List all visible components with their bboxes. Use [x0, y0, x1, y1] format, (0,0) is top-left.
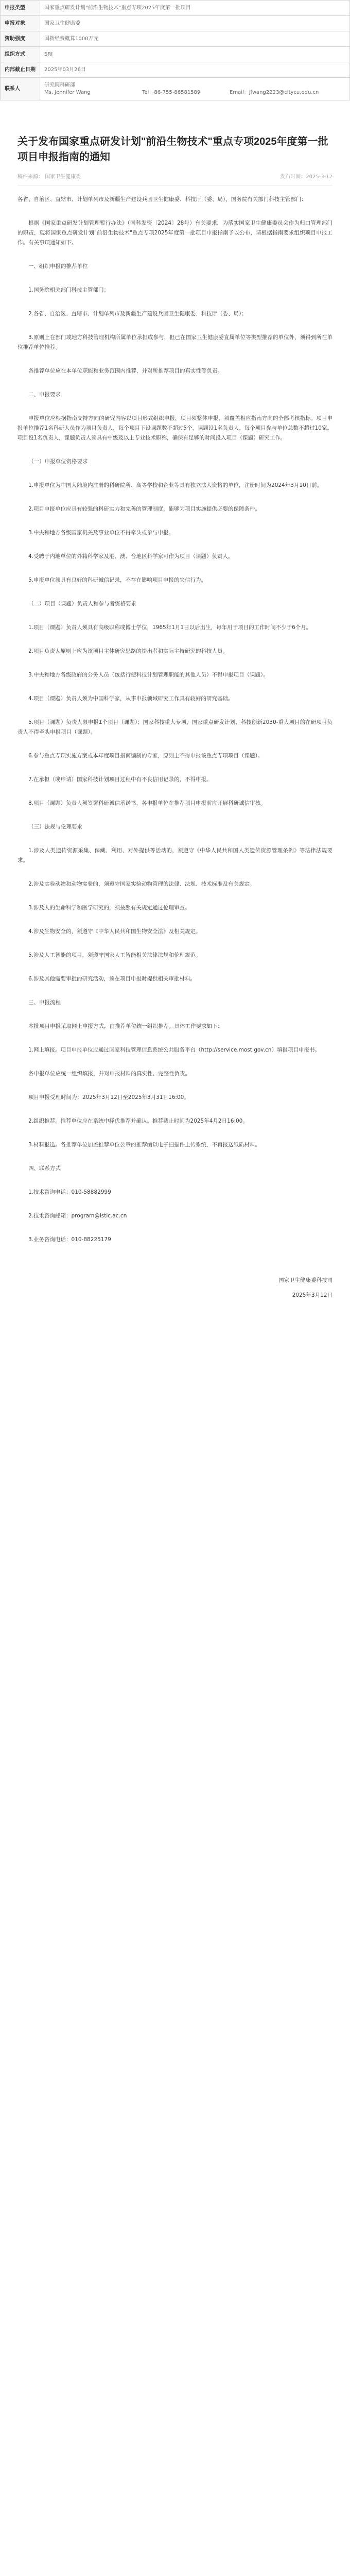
- article-paragraph: 申报单位应根据指南支持方向的研究内容以项目形式组织申报，项目须整体申报，须覆盖相应指南方向的全部考核指标。项目申报单位推荐1名科研人员作为项目负责人，每个项目下设课题数不超过5个，课题设1名负责人，每个项目参与单位总数不超过10家。项目设1名负责人，课题负责人须具有中级及以上专业技术职称，确保有足够的时间投入项目（课题）研究工作。: [18, 415, 332, 441]
- article-paragraph: 2.项目负责人原则上应为该项目主体研究思路的提出者和实际主持研究的科技人员。: [28, 648, 229, 654]
- section-heading: 三、申报流程: [28, 999, 61, 1006]
- info-row: [1, 47, 350, 62]
- article-paragraph: 1.申报单位为中国大陆境内注册的科研院所、高等学校和企业等具有独立法人资格的单位，注册时间为2024年3月10日前。: [28, 482, 323, 488]
- article-paragraph: 4.受聘于内地单位的外籍科学家及港、澳、台地区科学家可作为项目（课题）负责人。: [28, 553, 234, 560]
- info-label: 内部截止日期: [1, 62, 40, 78]
- publish-date: 发布时间：2025-3-12: [280, 174, 332, 180]
- article-paragraph: 3.中央和地方各级政府的公务人员（包括行使科技计划管理职能的其他人员）不得申报项目（课题）。: [28, 672, 269, 678]
- section-heading: 一、组织申报的推荐单位: [28, 263, 88, 269]
- article-paragraph: 3.涉及人的生命科学和医学研究的，须按照有关规定通过伦理审查。: [28, 905, 190, 911]
- contact-details: [44, 89, 345, 96]
- info-row: [1, 1, 350, 16]
- article-paragraph: 7.在承担（或申请）国家科技计划项目过程中有不良信用记录的，不得申报。: [28, 776, 212, 783]
- article-paragraph: 3.中央和地方各级国家机关及事业单位不得牵头或参与申报。: [28, 530, 174, 536]
- article-paragraph: 1.网上填报。项目申报单位应通过国家科技管理信息系统公共服务平台（http://service.most.gov.cn）填报项目申报书。: [28, 1047, 320, 1053]
- info-value: 国家卫生健康委: [40, 16, 350, 31]
- article-paragraph: 6.涉及其他需要审批的研究活动，须在项目申报时提供相关审批材料。: [28, 976, 196, 982]
- contact-row: [1, 78, 350, 100]
- info-value: 国拨经费概算1000万元: [40, 31, 350, 47]
- info-label: 组织方式: [1, 47, 40, 62]
- info-label: 申报对象: [1, 16, 40, 31]
- info-label: 资助强度: [1, 31, 40, 47]
- section-heading: 二、申报要求: [28, 392, 61, 398]
- article-body: [18, 195, 332, 1245]
- article-paragraph: 8.项目（课题）负责人须签署科研诚信承诺书，各申报单位在推荐项目申报前应开展科研诚信审核。: [28, 800, 266, 806]
- article-paragraph: 5.涉及人工智能的项目，须遵守国家人工智能相关法律法规和伦理规范。: [28, 952, 201, 958]
- article-paragraph: 5.项目（课题）负责人限申报1个项目（课题）；国家科技重大专项、国家重点研发计划、科技创新2030-重大项目的在研项目负责人不得牵头申报项目（课题）。: [18, 719, 332, 735]
- article-paragraph: 1.技术咨询电话：010-58882999: [28, 1189, 111, 1195]
- article-paragraph: 根据《国家重点研发计划管理暂行办法》（国科发资〔2024〕28号）有关要求，为落实国家卫生健康委员会作为归口管理部门的职责，现将国家重点研发计划"前沿生物技术"重点专项2025年度第一批项目申报指南予以公布，请根据指南要求组织项目申报工作。有关事项通知如下。: [18, 220, 332, 246]
- article-paragraph: 2.各省、自治区、直辖市、计划单列市及新疆生产建设兵团卫生健康委、科技厅（委、局）；: [28, 311, 247, 317]
- article-paragraph: 4.涉及生物安全的，须遵守《中华人民共和国生物安全法》及相关规定。: [28, 928, 201, 935]
- contact-email[interactable]: Email：jfwang2223@citycu.edu.cn: [230, 89, 319, 95]
- article-source: [18, 172, 81, 180]
- article-paragraph: 1.项目（课题）负责人须具有高级职称或博士学位，1965年1月1日以后出生，每年用于项目的工作时间不少于6个月。: [28, 624, 312, 631]
- article-paragraph: 项目申报受理时间为：2025年3月12日至2025年3月31日16:00。: [28, 1094, 189, 1100]
- article-paragraph: 2.技术咨询邮箱：program@istic.ac.cn: [28, 1213, 127, 1219]
- article-paragraph: 2.项目申报单位应具有较强的科研实力和完善的管理制度，能够为项目实施提供必要的保障条件。: [28, 506, 261, 512]
- article-paragraph: 5.申报单位须具有良好的科研诚信记录，不存在影响项目申报的失信行为。: [28, 577, 207, 583]
- source-link[interactable]: 国家卫生健康委: [45, 174, 81, 180]
- article-paragraph: 1.涉及人类遗传资源采集、保藏、利用、对外提供等活动的，须遵守《中华人民共和国人类遗传资源管理条例》等法律法规要求。: [18, 848, 332, 863]
- subsection-heading: （二）项目（课题）负责人和参与者资格要求: [28, 601, 136, 607]
- subsection-heading: （三）法规与伦理要求: [28, 824, 82, 830]
- article-paragraph: 3.材料报送。各推荐单位加盖推荐单位公章的推荐函以电子扫描件上传系统，不再报送纸质材料。: [28, 1142, 261, 1148]
- article-paragraph: 本批项目申报采取网上申报方式，由推荐单位统一组织推荐。具体工作要求如下：: [28, 1023, 223, 1029]
- article-meta: [18, 172, 332, 185]
- article-paragraph: 各申报单位应统一组织填报，并对申报材料的真实性、完整性负责。: [28, 1071, 190, 1077]
- article-paragraph: 2.组织推荐。推荐单位应在系统中择优推荐并确认。推荐截止时间为2025年4月2日16:00。: [28, 1118, 248, 1124]
- article-paragraph: 各推荐单位应在本单位职能和业务范围内推荐，并对所推荐项目的真实性等负责。: [28, 368, 223, 374]
- article-title: 关于发布国家重点研发计划"前沿生物技术"重点专项2025年度第一批项目申报指南的通知: [18, 136, 328, 163]
- section-heading: 四、联系方式: [28, 1165, 61, 1172]
- info-row: [1, 16, 350, 31]
- contact-label: 联系人: [1, 78, 40, 100]
- article-paragraph: 1.国务院相关部门科技主管部门；: [28, 287, 110, 293]
- article-paragraph: 3.业务咨询电话：010-88225179: [28, 1236, 111, 1243]
- info-row: [1, 62, 350, 78]
- contact-dept: 研究院科研部: [44, 82, 75, 88]
- signature-org: 国家卫生健康委科技司: [278, 1277, 332, 1283]
- signature: [18, 1276, 332, 1300]
- article-paragraph: 2.涉及实验动物和动物实验的，须遵守国家实验动物管理的法律、法规、技术标准及有关规定。: [28, 881, 255, 887]
- contact-value: [40, 78, 350, 100]
- signature-date: 2025年3月12日: [292, 1292, 332, 1298]
- article-paragraph: 各省、自治区、直辖市、计划单列市及新疆生产建设兵团卫生健康委、科技厅（委、局），国务院有关部门科技主管部门：: [18, 196, 307, 202]
- info-value: SRI: [40, 47, 350, 62]
- contact-name: Ms. Jennifer Wang: [44, 89, 91, 95]
- source-label: 稿件来源：: [18, 174, 43, 180]
- subsection-heading: （一）申报单位资格要求: [28, 459, 88, 465]
- article-paragraph: 4.项目（课题）负责人须为中国科学家，从事申报领域研究工作具有较好的研究基础。: [28, 696, 234, 702]
- info-label: 申报类型: [1, 1, 40, 16]
- article-paragraph: 6.参与重点专项实施方案或本年度项目指南编制的专家，原则上不得申报该重点专项项目（课题）。: [28, 753, 264, 759]
- info-row: [1, 31, 350, 47]
- info-value: 国家重点研发计划"前沿生物技术"重点专项2025年度第一批项目: [40, 1, 350, 16]
- article-paragraph: 3.原则上在部门或地方科技管理机构所属单位承担或参与，但已在国家卫生健康委直属单位等类型推荐的单位外，须得到所在单位推荐单位推荐。: [18, 334, 332, 350]
- article: [18, 134, 332, 1306]
- project-info-table: [0, 0, 350, 100]
- info-value: 2025年03月26日: [40, 62, 350, 78]
- contact-tel: Tel：86-755-86581589: [142, 89, 201, 95]
